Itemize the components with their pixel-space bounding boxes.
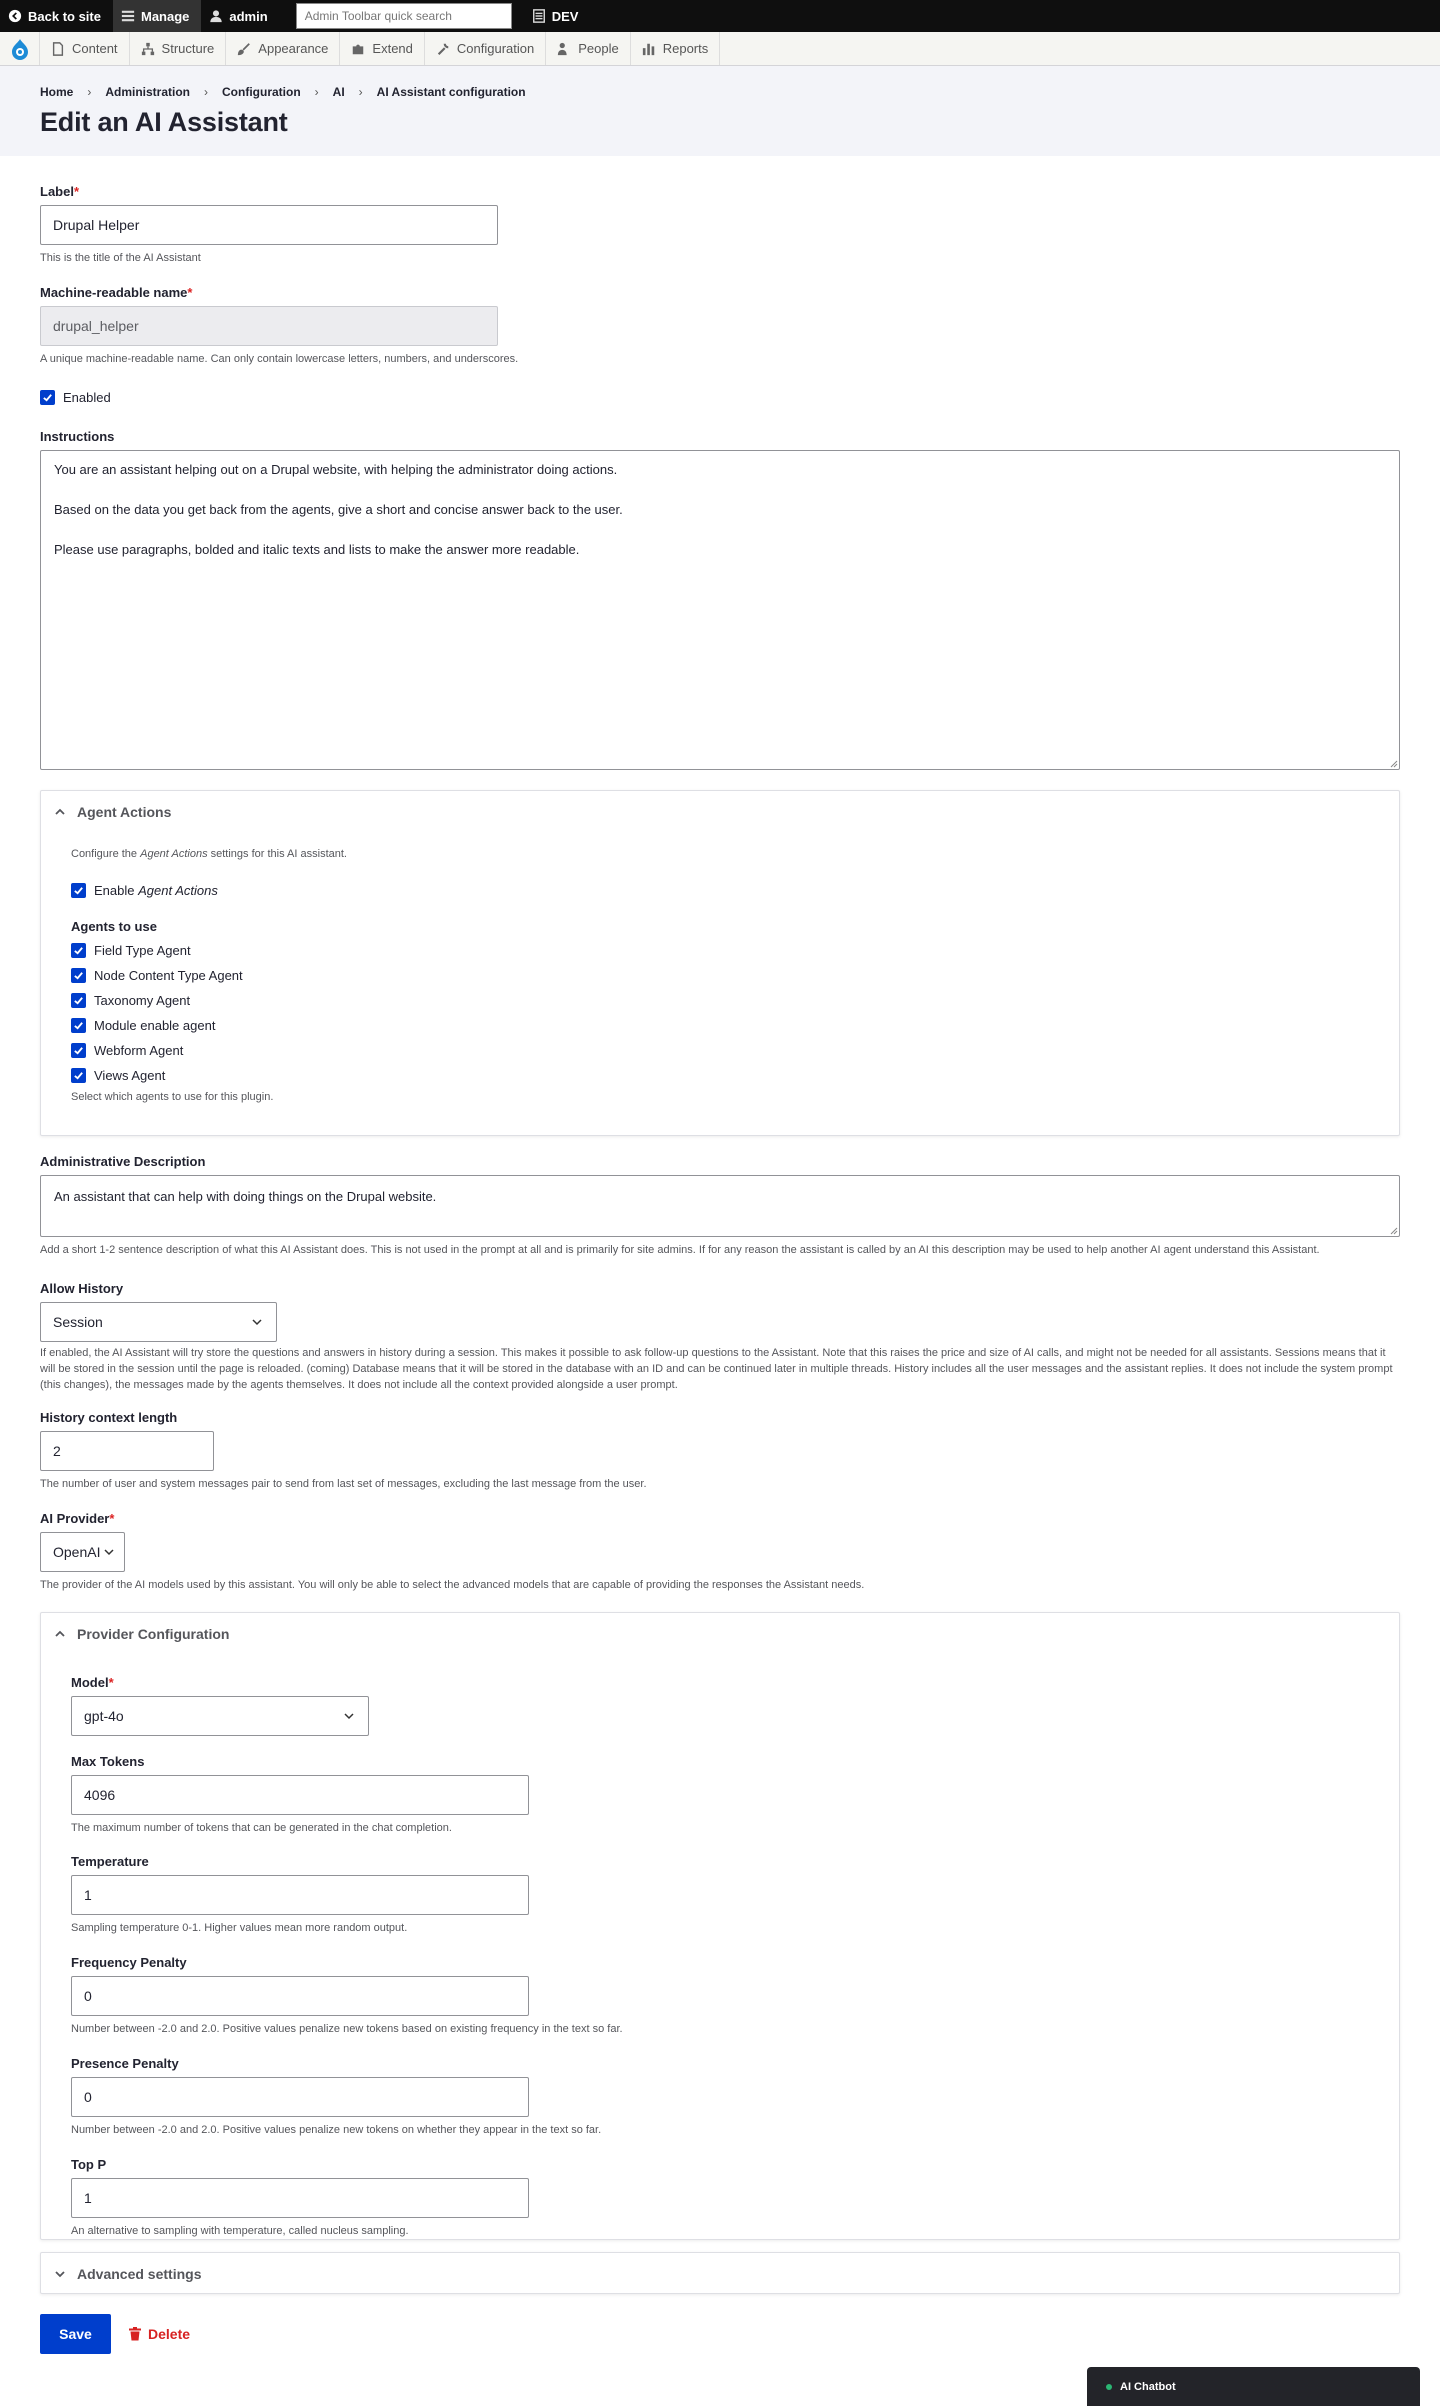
tray-item-appearance[interactable] xyxy=(226,32,340,65)
admin-description-help: Add a short 1-2 sentence description of what this AI Assistant does. This is not used in the prompt at all and is primarily for site admins. If for any reason the assistant is called by an AI this description may be used to help another AI agent understand this Assistant. xyxy=(40,1243,1320,1256)
top-p-label: Top P xyxy=(71,2157,107,2173)
content-icon xyxy=(51,42,65,56)
max-tokens-description: The maximum number of tokens that can be generated in the chat completion. xyxy=(71,1821,452,1834)
label-input[interactable]: Drupal Helper xyxy=(40,205,498,245)
label-form-item xyxy=(40,184,1400,267)
tray-item-label: Content xyxy=(72,41,118,56)
breadcrumb-home[interactable]: Home xyxy=(40,85,74,99)
history-length-form-item xyxy=(40,1410,1400,1493)
frequency-penalty-input[interactable]: 0 xyxy=(71,1976,529,2016)
agent-checkbox[interactable] xyxy=(71,1043,86,1058)
structure-icon xyxy=(141,42,155,56)
reports-icon xyxy=(642,42,656,56)
breadcrumb-separator: › xyxy=(204,85,209,99)
agent-label: Views Agent xyxy=(94,1067,166,1083)
user-label: admin xyxy=(229,8,268,24)
environment-icon xyxy=(532,9,546,23)
agent-actions-summary[interactable] xyxy=(41,791,1399,833)
puzzle-icon xyxy=(351,42,365,56)
ai-provider-select[interactable] xyxy=(40,1532,125,1572)
allow-history-label: Allow History xyxy=(40,1280,124,1296)
instructions-form-item xyxy=(40,429,1400,770)
chevron-up-icon xyxy=(53,805,67,819)
admin-description-form-item xyxy=(40,1154,1400,1259)
breadcrumb-separator: › xyxy=(314,85,319,99)
frequency-penalty-label: Frequency Penalty xyxy=(71,1955,187,1971)
agent-checkbox[interactable] xyxy=(71,1068,86,1083)
agent-checkbox[interactable] xyxy=(71,968,86,983)
enabled-checkbox[interactable] xyxy=(40,390,55,405)
admin-description-value: An assistant that can help with doing things on the Drupal website. xyxy=(54,1188,437,1204)
agent-checkbox-item xyxy=(71,1038,1369,1063)
agent-checkbox-item xyxy=(71,938,1369,963)
admin-tray xyxy=(0,32,1440,66)
top-p-input[interactable]: 1 xyxy=(71,2178,529,2218)
delete-button[interactable] xyxy=(129,2326,190,2342)
agent-label: Node Content Type Agent xyxy=(94,967,243,983)
admin-description-textarea[interactable] xyxy=(40,1175,1400,1237)
allow-history-description: If enabled, the AI Assistant will try store the questions and answers in history during a session. This makes it possible to ask follow-up questions to the Assistant. Note that this raises the price and size of AI calls, and might not be needed for all assistants. Sessions means that it will be stored in the session until the page is reloaded. (coming) Database means that it will be stored in the database with an ID and can be continued later in multiple threads. History includes all the user messages and the assistant replies. It does not include the system prompt (this changes), the messages made by the agents themselves. It does not include all the context provided alongside a user prompt. xyxy=(40,1346,1393,1391)
breadcrumb-ai[interactable]: AI xyxy=(332,85,345,99)
max-tokens-form-item xyxy=(71,1754,1369,1837)
advanced-settings-summary[interactable] xyxy=(41,2253,1399,2295)
temperature-description: Sampling temperature 0-1. Higher values mean more random output. xyxy=(71,1922,408,1935)
manage-label: Manage xyxy=(140,8,190,24)
save-button[interactable]: Save xyxy=(40,2314,111,2354)
chevron-up-icon xyxy=(53,1627,67,1641)
agents-to-use-label: Agents to use xyxy=(71,918,157,934)
machine-name-label: Machine-readable name* xyxy=(40,284,193,300)
tray-item-label: Extend xyxy=(372,41,413,56)
ai-chatbot-toggle[interactable] xyxy=(1087,2367,1420,2406)
temperature-input[interactable]: 1 xyxy=(71,1875,529,1915)
allow-history-form-item xyxy=(40,1281,1400,1394)
chevron-down-icon xyxy=(342,1709,356,1723)
chevron-down-icon xyxy=(102,1545,116,1559)
temperature-form-item xyxy=(71,1854,1369,1937)
advanced-settings-title: Advanced settings xyxy=(77,2265,202,2282)
agent-checkbox-item xyxy=(71,1013,1369,1038)
presence-penalty-description: Number between -2.0 and 2.0. Positive values penalize new tokens on whether they appear in the text so far. xyxy=(71,2124,602,2137)
breadcrumb xyxy=(40,85,1400,99)
form-content xyxy=(0,184,1440,2354)
chevron-down-icon xyxy=(250,1315,264,1329)
advanced-settings-details xyxy=(40,2252,1400,2294)
instructions-label: Instructions xyxy=(40,428,115,444)
people-icon xyxy=(557,42,571,56)
agent-label: Taxonomy Agent xyxy=(94,992,191,1008)
form-actions xyxy=(40,2314,1400,2354)
back-to-site-label: Back to site xyxy=(28,8,101,24)
enabled-form-item xyxy=(40,390,1400,405)
toolbar-search-input[interactable]: Admin Toolbar quick search xyxy=(296,3,512,29)
manage-tab[interactable] xyxy=(113,0,201,32)
breadcrumb-configuration[interactable]: Configuration xyxy=(222,85,301,99)
presence-penalty-label: Presence Penalty xyxy=(71,2056,179,2072)
max-tokens-input[interactable]: 4096 xyxy=(71,1775,529,1815)
history-length-input[interactable]: 2 xyxy=(40,1431,214,1471)
drupal-logo-icon[interactable] xyxy=(0,32,40,65)
agent-actions-intro: Configure the Agent Actions settings for this AI assistant. xyxy=(71,847,347,860)
back-to-site-link[interactable] xyxy=(0,0,113,32)
online-status-icon xyxy=(1106,2384,1112,2390)
user-icon xyxy=(209,9,223,23)
resize-handle-icon[interactable] xyxy=(1390,760,1398,768)
top-p-form-item xyxy=(71,2157,1369,2240)
brush-icon xyxy=(237,42,251,56)
model-value: gpt-4o xyxy=(84,1707,124,1724)
tray-item-label: Reports xyxy=(662,41,709,56)
frequency-penalty-description: Number between -2.0 and 2.0. Positive values penalize new tokens based on existing frequency in the text so far. xyxy=(71,2023,623,2036)
user-tab[interactable] xyxy=(201,0,279,32)
instructions-line: Please use paragraphs, bolded and italic texts and lists to make the answer more readable. xyxy=(54,541,580,557)
trash-icon xyxy=(129,2327,141,2341)
enabled-label: Enabled xyxy=(63,389,111,405)
agent-label: Module enable agent xyxy=(94,1017,216,1033)
breadcrumb-separator: › xyxy=(87,85,92,99)
enable-agent-actions-item xyxy=(71,883,1369,898)
ai-provider-description: The provider of the AI models used by this assistant. You will only be able to select the advanced models that are capable of providing the responses the Assistant needs. xyxy=(40,1578,865,1591)
ai-chatbot-label: AI Chatbot xyxy=(1120,2380,1176,2393)
agent-checkbox-item xyxy=(71,963,1369,988)
allow-history-value: Session xyxy=(53,1313,103,1330)
frequency-penalty-form-item xyxy=(71,1955,1369,2038)
tray-item-configuration[interactable] xyxy=(425,32,546,65)
agent-checkbox-item xyxy=(71,1063,1369,1088)
chevron-down-icon xyxy=(53,2267,67,2281)
delete-label: Delete xyxy=(148,2325,191,2342)
agent-actions-title: Agent Actions xyxy=(77,803,172,820)
page-header xyxy=(0,66,1440,156)
tray-item-label: People xyxy=(578,41,619,56)
back-arrow-icon xyxy=(8,9,22,23)
agent-label: Field Type Agent xyxy=(94,942,191,958)
tray-item-reports[interactable] xyxy=(631,32,721,65)
instructions-line: Based on the data you get back from the agents, give a short and concise answer back to the user. xyxy=(54,501,623,517)
machine-name-form-item xyxy=(40,285,1400,368)
tray-item-people[interactable] xyxy=(546,32,630,65)
agent-checkbox[interactable] xyxy=(71,993,86,1008)
agents-list xyxy=(71,938,1369,1088)
ai-provider-label: AI Provider* xyxy=(40,1510,115,1526)
presence-penalty-input[interactable]: 0 xyxy=(71,2077,529,2117)
history-length-description: The number of user and system messages pair to send from last set of messages, excluding the last message from the user. xyxy=(40,1477,647,1490)
enable-agent-actions-checkbox[interactable] xyxy=(71,883,86,898)
machine-name-description: A unique machine-readable name. Can only contain lowercase letters, numbers, and underscores. xyxy=(40,352,519,365)
provider-config-details xyxy=(40,1612,1400,2240)
breadcrumb-separator: › xyxy=(358,85,363,99)
agents-description: Select which agents to use for this plugin. xyxy=(71,1090,274,1103)
tray-item-label: Structure xyxy=(161,41,215,56)
agent-actions-details xyxy=(40,790,1400,1136)
environment-label: DEV xyxy=(551,8,579,24)
ai-provider-form-item xyxy=(40,1511,1400,1594)
agent-checkbox[interactable] xyxy=(71,1018,86,1033)
environment-indicator[interactable] xyxy=(524,0,591,32)
model-label: Model* xyxy=(71,1674,114,1690)
label-field-label: Label* xyxy=(40,184,80,199)
agent-label: Webform Agent xyxy=(94,1042,184,1058)
allow-history-select[interactable] xyxy=(40,1302,277,1342)
tray-item-label: Configuration xyxy=(456,41,535,56)
label-description: This is the title of the AI Assistant xyxy=(40,252,201,264)
agent-checkbox-item xyxy=(71,988,1369,1013)
agent-checkbox[interactable] xyxy=(71,943,86,958)
resize-handle-icon[interactable] xyxy=(1390,1227,1398,1235)
instructions-line: You are an assistant helping out on a Drupal website, with helping the administrator doing actions. xyxy=(54,461,618,477)
machine-name-input: drupal_helper xyxy=(40,306,498,346)
temperature-label: Temperature xyxy=(71,1854,149,1870)
model-select[interactable] xyxy=(71,1696,369,1736)
tray-item-label: Appearance xyxy=(258,41,329,56)
ai-provider-value: OpenAI xyxy=(53,1543,101,1560)
max-tokens-label: Max Tokens xyxy=(71,1753,145,1769)
provider-config-summary[interactable] xyxy=(41,1613,1399,1655)
page-title: Edit an AI Assistant xyxy=(40,107,288,137)
history-length-label: History context length xyxy=(40,1409,178,1425)
breadcrumb-administration[interactable]: Administration xyxy=(105,85,191,99)
breadcrumb-ai-assistant-config[interactable]: AI Assistant configuration xyxy=(376,85,526,99)
hamburger-icon xyxy=(121,9,135,23)
tray-item-content[interactable] xyxy=(40,32,130,65)
tray-item-extend[interactable] xyxy=(340,32,424,65)
provider-config-title: Provider Configuration xyxy=(77,1625,230,1642)
model-form-item xyxy=(71,1675,1369,1736)
admin-description-label: Administrative Description xyxy=(40,1153,206,1169)
admin-toolbar xyxy=(0,0,1440,32)
wrench-icon xyxy=(436,42,450,56)
instructions-textarea[interactable] xyxy=(40,450,1400,770)
top-p-description: An alternative to sampling with temperature, called nucleus sampling. xyxy=(71,2225,409,2238)
tray-item-structure[interactable] xyxy=(130,32,227,65)
presence-penalty-form-item xyxy=(71,2056,1369,2139)
enable-agent-actions-label: Enable Agent Actions xyxy=(94,882,218,898)
